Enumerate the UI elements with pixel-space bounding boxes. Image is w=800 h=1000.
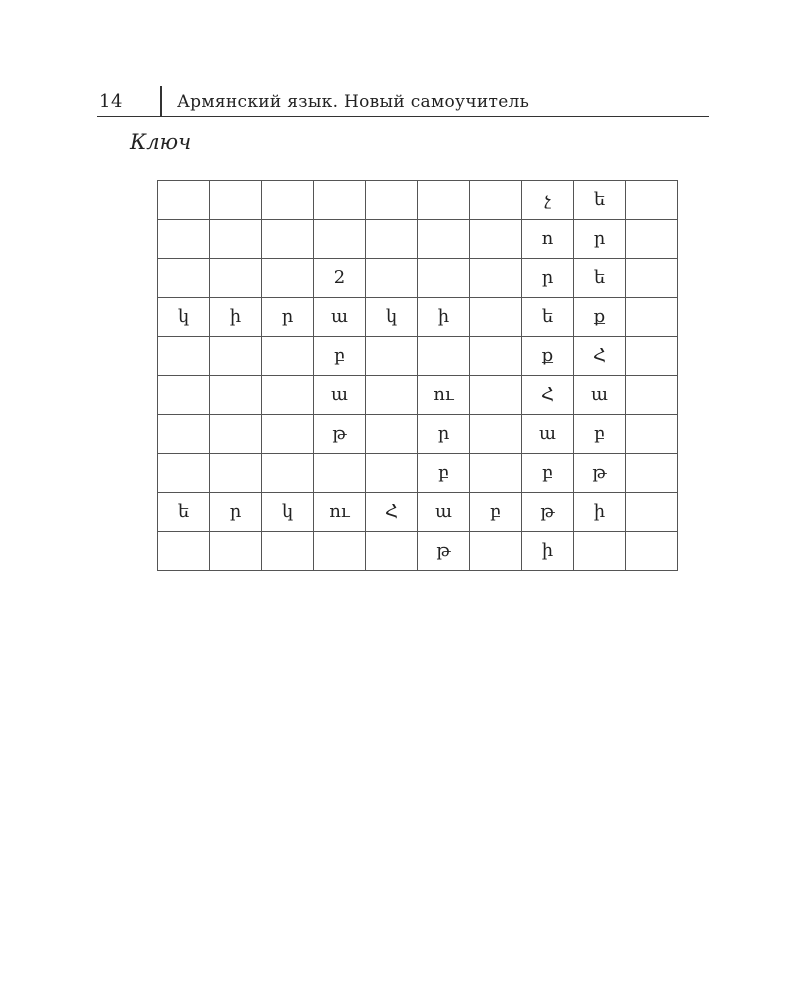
grid-cell: չ xyxy=(522,181,574,220)
grid-cell: 2 xyxy=(314,259,366,298)
grid-cell: ա xyxy=(574,376,626,415)
grid-cell: ր xyxy=(262,298,314,337)
grid-cell: բ xyxy=(470,493,522,532)
grid-cell: կ xyxy=(158,298,210,337)
grid-cell xyxy=(470,181,522,220)
grid-cell xyxy=(262,337,314,376)
grid-cell xyxy=(262,532,314,571)
grid-cell xyxy=(262,415,314,454)
grid-cell: ր xyxy=(574,220,626,259)
grid-cell xyxy=(626,493,678,532)
grid-cell xyxy=(366,454,418,493)
grid-cell: բ xyxy=(574,415,626,454)
grid-cell xyxy=(158,376,210,415)
grid-cell xyxy=(626,376,678,415)
grid-cell: ե xyxy=(158,493,210,532)
grid-row xyxy=(158,220,678,259)
grid-cell xyxy=(158,415,210,454)
grid-cell: ե xyxy=(574,259,626,298)
grid-cell xyxy=(366,259,418,298)
grid-cell xyxy=(210,376,262,415)
grid-cell xyxy=(418,259,470,298)
grid-cell: Հ xyxy=(366,493,418,532)
running-title: Армянский язык. Новый самоучитель xyxy=(177,92,530,112)
grid-cell: ր xyxy=(210,493,262,532)
grid-cell xyxy=(470,532,522,571)
grid-cell xyxy=(366,337,418,376)
grid-cell xyxy=(210,415,262,454)
grid-cell xyxy=(626,259,678,298)
grid-cell xyxy=(262,220,314,259)
grid-cell xyxy=(470,337,522,376)
header-divider xyxy=(160,86,162,116)
grid-cell xyxy=(262,181,314,220)
grid-row xyxy=(158,454,678,493)
grid-cell: ո xyxy=(522,220,574,259)
grid-cell xyxy=(366,415,418,454)
grid-cell xyxy=(418,337,470,376)
grid-cell xyxy=(210,220,262,259)
grid-cell xyxy=(366,532,418,571)
grid-cell: ե xyxy=(574,181,626,220)
grid-cell: բ xyxy=(314,337,366,376)
grid-cell xyxy=(470,454,522,493)
grid-cell: ր xyxy=(522,259,574,298)
grid-cell xyxy=(158,220,210,259)
grid-cell xyxy=(158,454,210,493)
grid-cell: ա xyxy=(314,298,366,337)
grid-row xyxy=(158,337,678,376)
grid-cell: կ xyxy=(366,298,418,337)
grid-cell xyxy=(626,415,678,454)
grid-cell xyxy=(210,181,262,220)
grid-cell xyxy=(626,181,678,220)
grid-cell xyxy=(574,532,626,571)
grid-cell: ք xyxy=(574,298,626,337)
grid-cell xyxy=(626,532,678,571)
section-title: Ключ xyxy=(130,130,192,154)
grid-cell xyxy=(210,532,262,571)
crossword-grid xyxy=(157,180,678,571)
grid-cell xyxy=(366,376,418,415)
grid-row xyxy=(158,532,678,571)
grid-cell: թ xyxy=(314,415,366,454)
grid-cell: ա xyxy=(418,493,470,532)
grid-cell xyxy=(314,532,366,571)
grid-cell xyxy=(210,259,262,298)
grid-cell xyxy=(262,454,314,493)
grid-cell: բ xyxy=(522,454,574,493)
grid-cell xyxy=(262,259,314,298)
grid-cell: ի xyxy=(574,493,626,532)
grid-cell: Հ xyxy=(522,376,574,415)
grid-cell xyxy=(626,220,678,259)
grid-cell xyxy=(626,454,678,493)
grid-cell xyxy=(626,337,678,376)
grid-cell: թ xyxy=(418,532,470,571)
grid-cell xyxy=(626,298,678,337)
grid-cell xyxy=(470,220,522,259)
grid-row xyxy=(158,298,678,337)
grid-row xyxy=(158,415,678,454)
grid-cell xyxy=(314,220,366,259)
grid-cell: ա xyxy=(522,415,574,454)
grid-cell xyxy=(158,259,210,298)
grid-cell: ու xyxy=(314,493,366,532)
grid-row xyxy=(158,493,678,532)
page-header xyxy=(97,86,709,117)
grid-cell xyxy=(418,181,470,220)
grid-cell: ի xyxy=(522,532,574,571)
grid-cell xyxy=(418,220,470,259)
grid-cell: թ xyxy=(522,493,574,532)
grid-cell: Հ xyxy=(574,337,626,376)
grid-cell xyxy=(158,337,210,376)
grid-row xyxy=(158,181,678,220)
grid-cell xyxy=(158,181,210,220)
grid-cell xyxy=(314,454,366,493)
grid-cell: ի xyxy=(418,298,470,337)
grid-cell xyxy=(470,298,522,337)
grid-cell: թ xyxy=(574,454,626,493)
page-number: 14 xyxy=(99,91,123,112)
grid-cell xyxy=(470,376,522,415)
grid-cell xyxy=(470,259,522,298)
grid-cell xyxy=(314,181,366,220)
grid-cell xyxy=(470,415,522,454)
grid-cell xyxy=(366,181,418,220)
grid-cell xyxy=(210,454,262,493)
grid-cell xyxy=(262,376,314,415)
grid-cell xyxy=(210,337,262,376)
grid-cell: ե xyxy=(522,298,574,337)
grid-cell: ու xyxy=(418,376,470,415)
grid-cell: ա xyxy=(314,376,366,415)
grid-cell: ի xyxy=(210,298,262,337)
grid-row xyxy=(158,259,678,298)
grid-cell: բ xyxy=(418,454,470,493)
grid-cell xyxy=(366,220,418,259)
grid-cell: ք xyxy=(522,337,574,376)
grid-row xyxy=(158,376,678,415)
grid-cell: կ xyxy=(262,493,314,532)
grid-cell: ր xyxy=(418,415,470,454)
grid-cell xyxy=(158,532,210,571)
